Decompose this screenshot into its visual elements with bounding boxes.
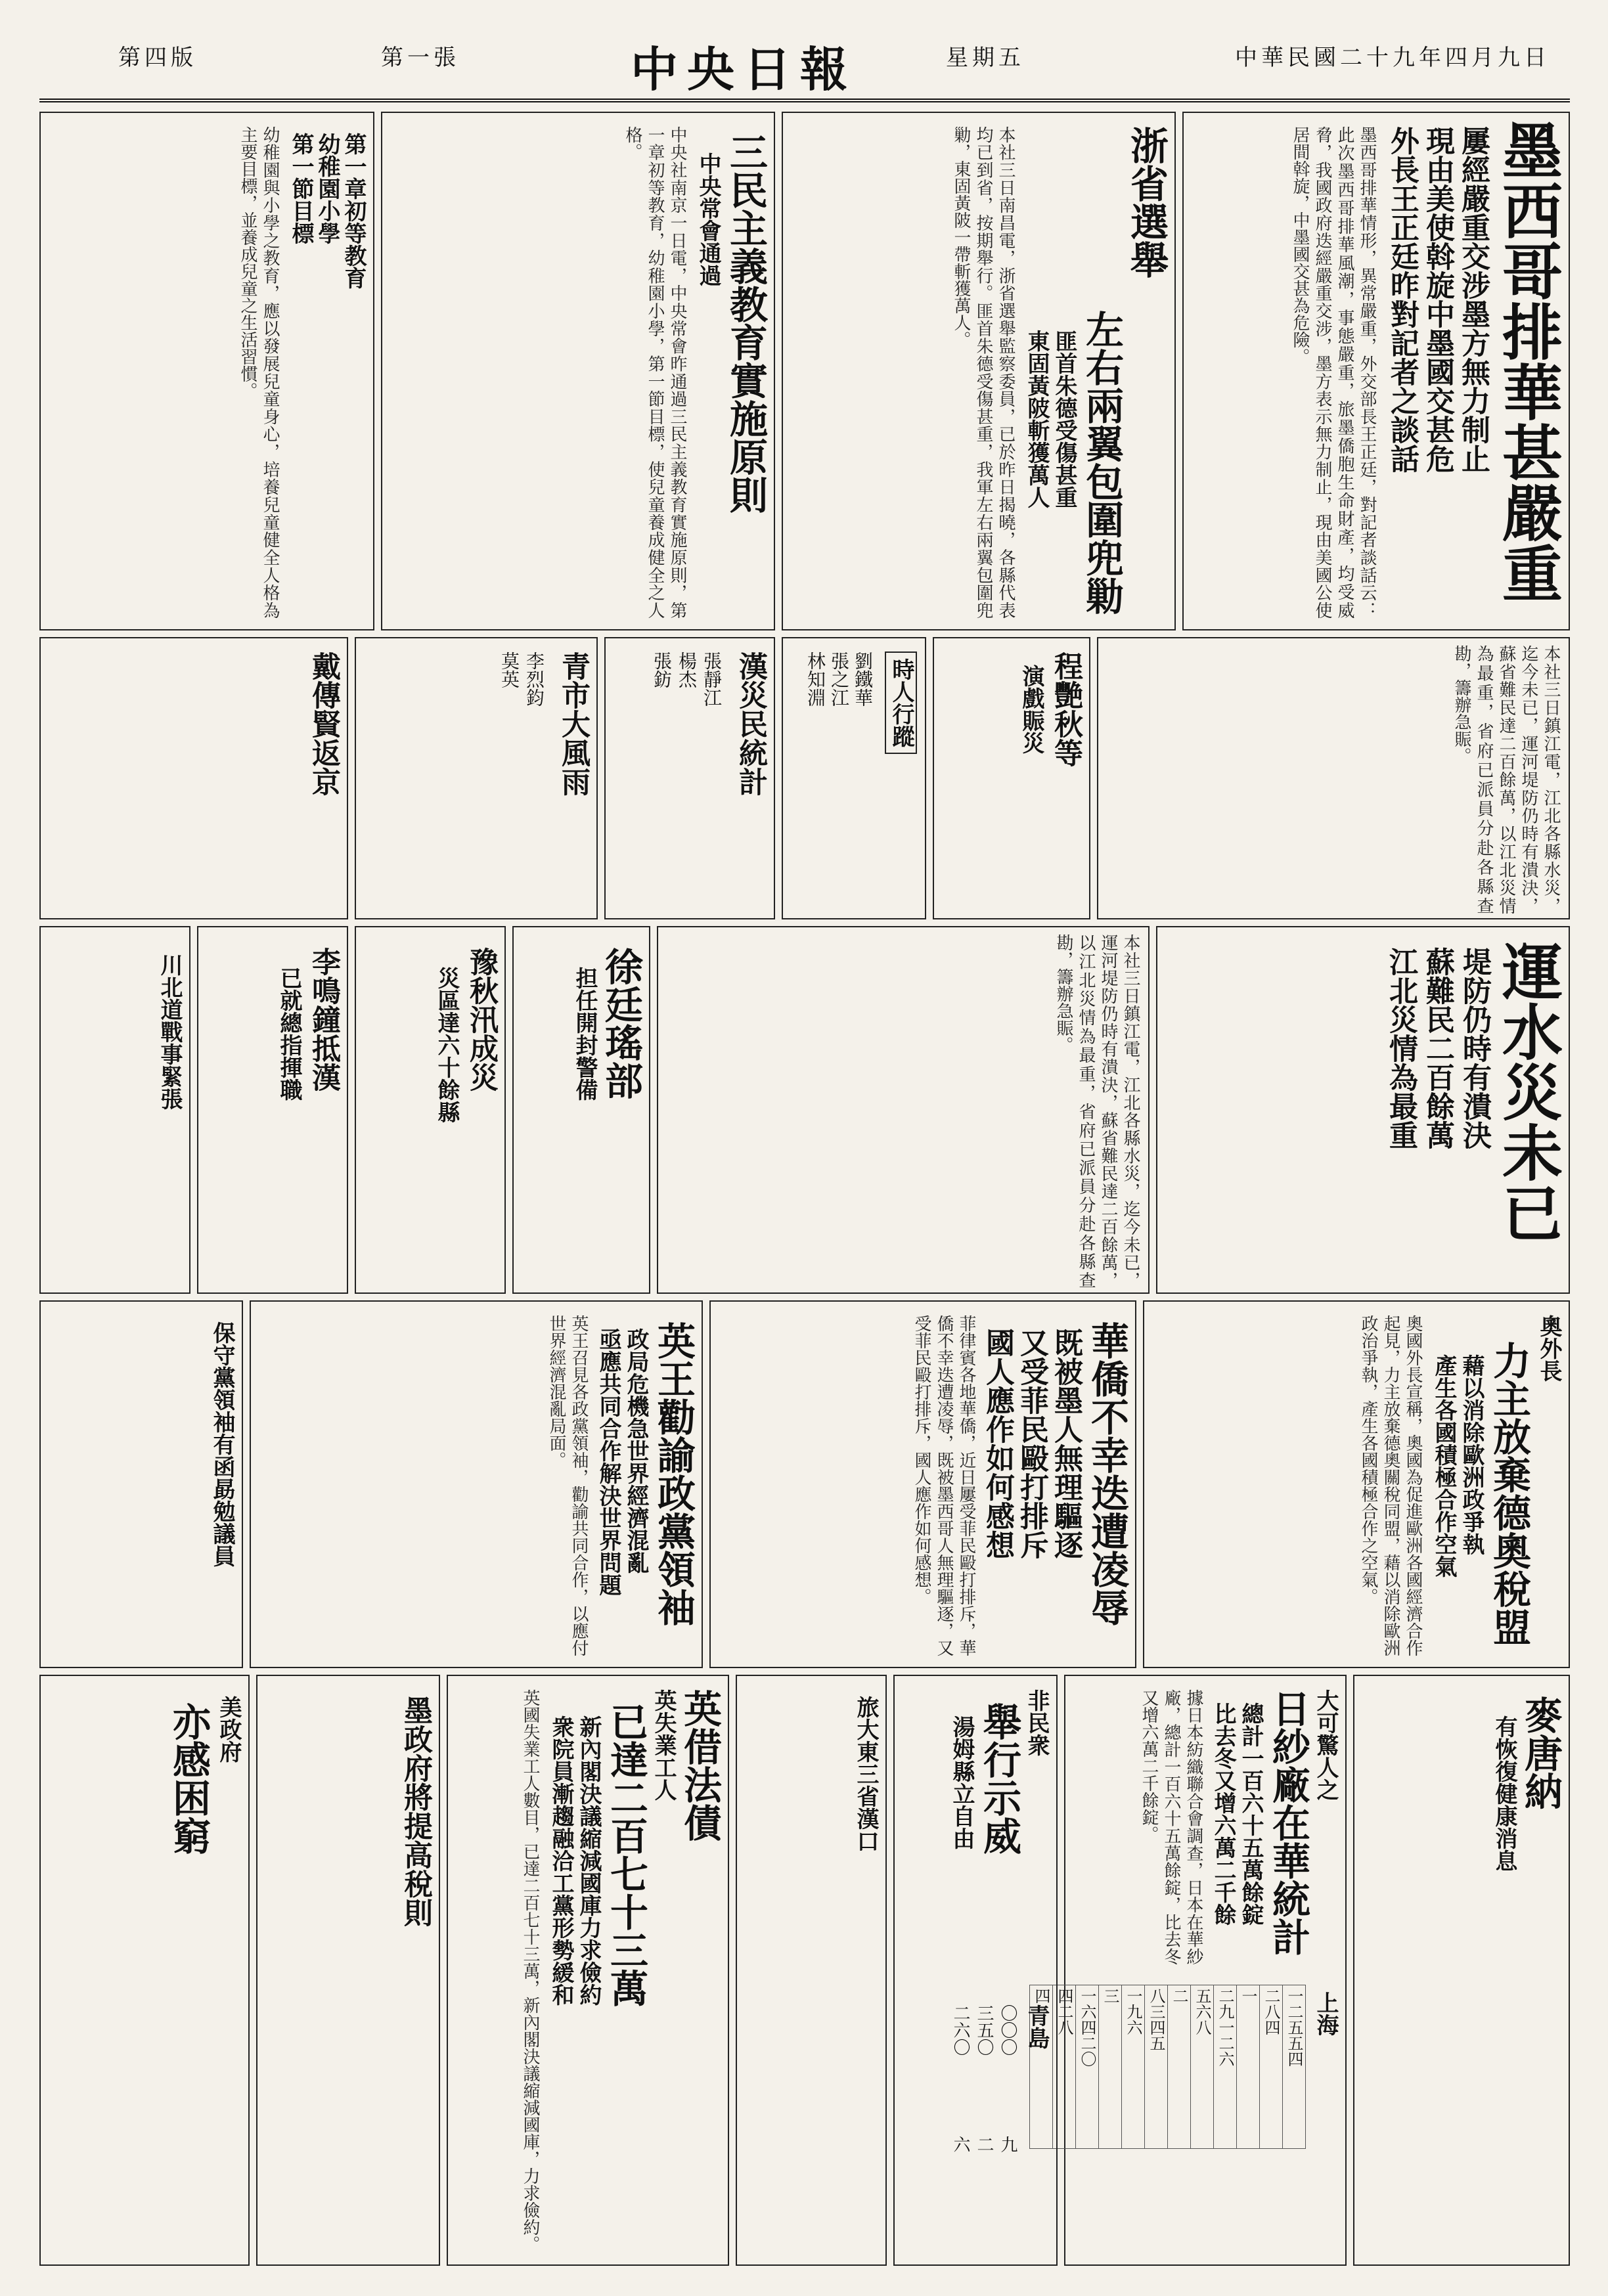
qingshi-article bbox=[355, 637, 598, 919]
mexico-body: 墨西哥排華情形，異常嚴重，外交部長王正廷，對記者談話云：此次墨西哥排華風潮，事態嚴重，旅墨僑胞生命財產，均受威脅，我國政府迭經嚴重交涉，墨方表示無力制止，現由美國公使居間斡旋，中墨國交甚為危險。 bbox=[1290, 126, 1377, 619]
visitors-article bbox=[782, 637, 926, 919]
zhejiang-article bbox=[782, 112, 1176, 630]
flood-intro-article bbox=[1097, 637, 1570, 919]
primary-body: 幼稚園與小學之教育，應以發展兒童身心，培養兒童健全人格為主要目標，並養成兒童之生活習慣。 bbox=[238, 126, 280, 619]
mexico-headline: 墨西哥排華甚嚴重 bbox=[1492, 120, 1563, 603]
qingdao-headline: 青島 bbox=[1023, 2004, 1050, 2049]
table-cell: 一二五五四 bbox=[1283, 1985, 1306, 2149]
chuanbei-article bbox=[39, 926, 190, 1294]
protest-article bbox=[893, 1675, 1058, 2266]
table-cell: 三 bbox=[1099, 1985, 1122, 2149]
li-sub: 已就總指揮職 bbox=[276, 967, 302, 1101]
macdonald-headline: 麥唐納 bbox=[1518, 1696, 1563, 1810]
mexico-subhead-3: 外長王正廷昨對記者之談話 bbox=[1385, 126, 1419, 473]
uk-unemployment-sub-3: 新內閣決議縮減國庫力求儉約 bbox=[575, 1715, 602, 2006]
visitor-1: 劉鐵華 bbox=[852, 651, 874, 707]
li-article bbox=[197, 926, 348, 1294]
japan-mills-headline: 日紗廠在華統計 bbox=[1266, 1689, 1310, 1956]
visitor-4: 張靜江 bbox=[701, 651, 723, 707]
visitors-headline: 時人行蹤 bbox=[885, 651, 917, 754]
conservative-article bbox=[39, 1300, 243, 1668]
overseas-sub-2: 又受菲民毆打排斥 bbox=[1015, 1328, 1048, 1559]
hankou-headline: 旅大東三省漢口 bbox=[853, 1696, 879, 1852]
flood-intro-body: 本社三日鎮江電，江北各縣水災，迄今未已，運河堤防仍時有潰決，蘇省難民達二百餘萬，以江北災情為最重，省府已派員分赴各縣查勘，籌辦急賑。 bbox=[1452, 645, 1561, 914]
germany-article bbox=[1143, 1300, 1570, 1668]
chuanbei-headline: 川北道戰事緊張 bbox=[156, 954, 183, 1110]
qingdao-row: 二六〇 bbox=[950, 2004, 970, 2056]
education-article bbox=[381, 112, 775, 630]
flood-article bbox=[1156, 926, 1570, 1294]
overseas-sub-1: 既被墨人無理驅逐 bbox=[1049, 1328, 1083, 1559]
overseas-headline: 華僑不幸迭遭凌辱 bbox=[1084, 1321, 1129, 1626]
visitor-2: 張之江 bbox=[828, 651, 850, 707]
overseas-sub-3: 國人應作如何感想 bbox=[981, 1328, 1014, 1559]
qingdao-row-label: 九 bbox=[998, 2136, 1017, 2153]
us-govt-sub: 亦感困窮 bbox=[166, 1702, 211, 1855]
protest-headline: 舉行示威 bbox=[977, 1702, 1021, 1855]
qingdao-row: 三五〇 bbox=[974, 2004, 994, 2056]
tax-headline: 墨政府將提高稅則 bbox=[399, 1696, 432, 1927]
table-cell: 二 bbox=[1168, 1985, 1191, 2149]
primary-chapter: 第一章初等教育 bbox=[340, 133, 367, 289]
us-govt-article bbox=[39, 1675, 250, 2266]
uk-king-body: 英王召見各政黨領袖，勸諭共同合作，以應付世界經濟混亂局面。 bbox=[547, 1315, 589, 1656]
visitor-3: 林知淵 bbox=[805, 651, 826, 707]
newspaper-page bbox=[39, 26, 1570, 2266]
zhejiang-title: 左右兩翼包圍兜勦 bbox=[1079, 310, 1124, 615]
qingshi-headline: 青市大風雨 bbox=[556, 651, 590, 796]
japan-mills-sub-1: 總計一百六十五萬餘錠 bbox=[1238, 1702, 1264, 1926]
zhejiang-body: 本社三日南昌電，浙省選舉監察委員，已於昨日揭曉，各縣代表均已到省，按期舉行。匪首朱德受傷甚重，我軍左右兩翼包圍兜勦，東固黃陂一帶斬獲萬人。 bbox=[951, 126, 1016, 619]
protest-sub: 湯姆縣立自由 bbox=[949, 1715, 975, 1849]
education-headline: 三民主義教育實施原則 bbox=[723, 133, 768, 514]
flood-headline: 運水災未已 bbox=[1492, 940, 1563, 1243]
table-cell: 四二八 bbox=[1053, 1985, 1076, 2149]
table-cell: 一九六 bbox=[1122, 1985, 1145, 2149]
xu-article bbox=[512, 926, 650, 1294]
zhejiang-sub: 匪首朱德受傷甚重 bbox=[1051, 330, 1077, 508]
dai-headline: 戴傳賢返京 bbox=[307, 651, 340, 796]
cheng-sub: 演戲賑災 bbox=[1018, 665, 1044, 754]
uk-unemployment-sub-4: 衆院員漸趨融洽工黨形勢緩和 bbox=[548, 1715, 574, 2006]
hankou-article bbox=[736, 1675, 887, 2266]
table-cell: 八三四五 bbox=[1145, 1985, 1168, 2149]
masthead-title: 中央日報 bbox=[631, 41, 857, 97]
uk-king-sub: 政局危機急世界經濟混亂 bbox=[623, 1328, 649, 1574]
japan-mills-table-title: 上海 bbox=[1312, 1991, 1339, 2036]
visitor-8: 莫英 bbox=[499, 651, 520, 688]
table-cell: 一六四二〇 bbox=[1076, 1985, 1099, 2149]
table-cell: 四 bbox=[1030, 1985, 1053, 2149]
uk-king-headline: 英王勸諭政黨領袖 bbox=[651, 1321, 696, 1626]
conservative-headline: 保守黨領袖有函勗勉議員 bbox=[209, 1321, 235, 1567]
primary-education-article bbox=[39, 112, 374, 630]
japan-mills-intro: 大可驚人之 bbox=[1312, 1689, 1339, 1801]
table-cell: 二八四 bbox=[1260, 1985, 1283, 2149]
visitor-5: 楊杰 bbox=[676, 651, 698, 688]
germany-sub-2: 藉以消除歐洲政爭執 bbox=[1458, 1354, 1485, 1555]
education-sub: 中央常會通過 bbox=[695, 152, 721, 286]
macdonald-article bbox=[1353, 1675, 1570, 2266]
uk-king-article bbox=[250, 1300, 703, 1668]
flood-detail-body: 本社三日鎮江電，江北各縣水災，迄今未已，運河堤防仍時有潰決，蘇省難民達二百餘萬，以江北災情為最重，省府已派員分赴各縣查勘，籌辦急賑。 bbox=[1054, 934, 1140, 1289]
xu-headline: 徐廷瑤部 bbox=[598, 947, 643, 1099]
henan-sub: 災區達六十餘縣 bbox=[434, 967, 460, 1123]
macdonald-sub: 有恢復健康消息 bbox=[1491, 1715, 1517, 1872]
uk-debt-headline: 英借法債 bbox=[677, 1689, 722, 1842]
cheng-article bbox=[933, 637, 1090, 919]
han-article bbox=[604, 637, 775, 919]
li-headline: 李鳴鐘抵漢 bbox=[307, 947, 340, 1092]
masthead bbox=[39, 26, 1570, 102]
masthead-page-number: 第四版 bbox=[118, 45, 197, 71]
germany-tag: 奧外長 bbox=[1536, 1315, 1562, 1382]
masthead-sheet: 第一張 bbox=[381, 45, 460, 71]
uk-unemployment-headline: 已達二百七十三萬 bbox=[604, 1702, 648, 2007]
table-cell: 二九一二六 bbox=[1214, 1985, 1237, 2149]
visitor-6: 張鈁 bbox=[651, 651, 673, 688]
uk-unemployment-article bbox=[447, 1675, 729, 2266]
dai-article bbox=[39, 637, 348, 919]
germany-headline: 力主放棄德奧稅盟 bbox=[1486, 1341, 1531, 1646]
henan-article bbox=[355, 926, 506, 1294]
primary-section: 第一節目標 bbox=[288, 133, 314, 244]
mexico-subhead-1: 屢經嚴重交涉墨方無力制止 bbox=[1456, 126, 1490, 473]
flood-sub-2: 蘇難民二百餘萬 bbox=[1421, 947, 1454, 1149]
germany-sub: 產生各國積極合作空氣 bbox=[1431, 1354, 1457, 1578]
masthead-date: 中華民國二十九年四月九日 bbox=[1235, 45, 1550, 71]
zhejiang-headline: 浙省選舉 bbox=[1124, 126, 1169, 278]
japan-mills-body: 據日本紡織聯合會調查，日本在華紗廠，總計一百六十五萬餘錠，比去冬又增六萬二千餘錠。 bbox=[1139, 1689, 1203, 1965]
flood-sub-1: 堤防仍時有潰決 bbox=[1458, 947, 1491, 1149]
henan-headline: 豫秋汛成災 bbox=[464, 947, 498, 1092]
germany-body: 奧國外長宣稱，奧國為促進歐洲各國經濟合作起見，力主放棄德奧關稅同盟，藉以消除歐洲政治爭執，產生各國積極合作之空氣。 bbox=[1358, 1315, 1423, 1656]
tax-article bbox=[256, 1675, 440, 2266]
primary-subtitle: 幼稚園小學 bbox=[314, 133, 340, 244]
xu-sub: 担任開封警備 bbox=[571, 967, 598, 1101]
uk-king-sub-2: 亟應共同合作解決世界問題 bbox=[595, 1328, 621, 1596]
us-govt-headline: 美政府 bbox=[215, 1696, 242, 1763]
han-headline: 漢災民統計 bbox=[734, 651, 767, 796]
qingdao-row-label: 六 bbox=[950, 2136, 970, 2153]
visitor-7: 李烈鈞 bbox=[524, 651, 545, 707]
uk-unemployment-body: 英國失業工人數目，已達二百七十三萬，新內閣決議縮減國庫，力求儉約。 bbox=[520, 1689, 540, 2253]
overseas-chinese-article bbox=[709, 1300, 1136, 1668]
zhejiang-sub-2: 東固黃陂斬獲萬人 bbox=[1023, 330, 1050, 508]
japan-mills-table bbox=[1029, 1985, 1306, 2149]
table-cell: 五六八 bbox=[1191, 1985, 1214, 2149]
masthead-weekday: 星期五 bbox=[946, 45, 1025, 71]
qingdao-row-label: 二 bbox=[974, 2136, 994, 2153]
cheng-headline: 程艷秋等 bbox=[1049, 651, 1083, 767]
mexico-article bbox=[1182, 112, 1570, 630]
mexico-subhead-2: 現由美使斡旋中墨國交甚危 bbox=[1421, 126, 1454, 473]
table-cell: 一 bbox=[1237, 1985, 1260, 2149]
protest-tag: 非民衆 bbox=[1023, 1689, 1050, 1756]
japan-mills-sub-2: 比去冬又增六萬二千餘 bbox=[1210, 1702, 1236, 1926]
qingdao-row: 〇〇〇 bbox=[998, 2004, 1017, 2056]
education-body: 中央社南京一日電，中央常會昨通過三民主義教育實施原則，第一章初等教育，幼稚園小學，第一節目標，使兒童養成健全之人格。 bbox=[623, 126, 687, 619]
flood-sub-3: 江北災情為最重 bbox=[1384, 947, 1418, 1149]
overseas-body: 菲律賓各地華僑，近日屢受菲民毆打排斥，華僑不幸迭遭凌辱，既被墨西哥人無理驅逐，又受菲民毆打排斥，國人應作如何感想。 bbox=[912, 1315, 976, 1656]
uk-unemployment-sub: 英失業工人 bbox=[650, 1689, 677, 1801]
flood-detail-article bbox=[657, 926, 1150, 1294]
